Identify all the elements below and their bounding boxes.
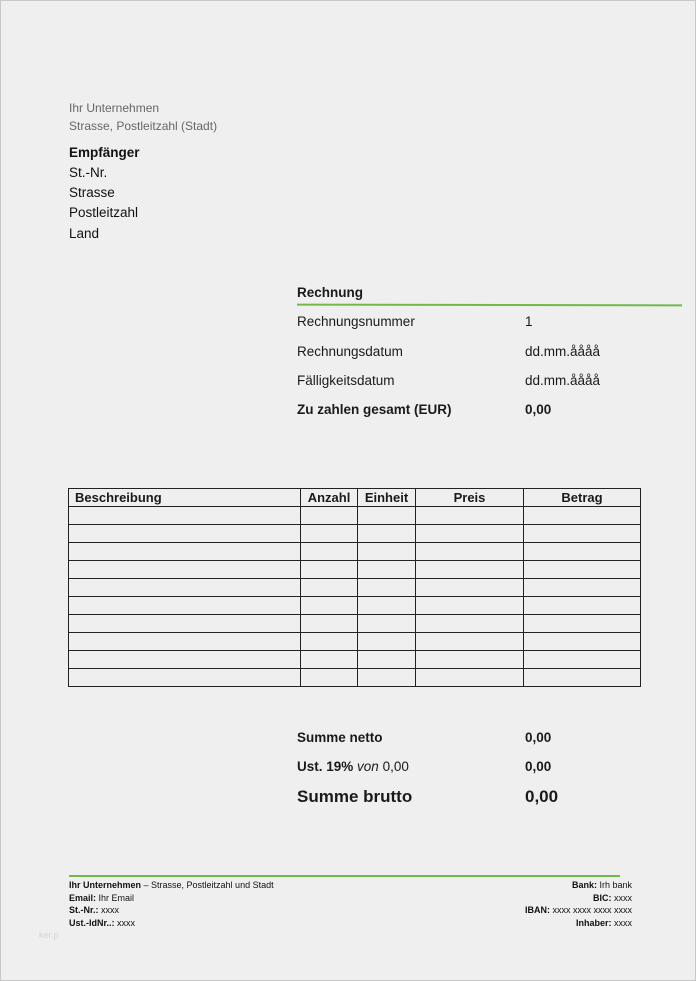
table-cell	[358, 525, 416, 543]
table-cell	[416, 561, 524, 579]
table-cell	[69, 579, 301, 597]
footer-iban-line: IBAN: xxxx xxxx xxxx xxxx	[524, 905, 632, 916]
footer-right	[525, 879, 632, 930]
table-cell	[416, 669, 524, 687]
table-row	[69, 633, 641, 651]
table-cell	[301, 507, 358, 525]
table-cell	[416, 651, 524, 669]
vat-of: von	[357, 759, 379, 774]
invoice-date-label: Rechnungsdatum	[297, 344, 403, 359]
sender-address: Strasse, Postleitzahl (Stadt)	[69, 119, 218, 133]
table-cell	[69, 651, 301, 669]
table-cell	[524, 669, 641, 687]
table-cell	[301, 597, 358, 615]
table-cell	[358, 615, 416, 633]
table-cell	[524, 597, 641, 615]
col-header-description: Beschreibung	[69, 489, 301, 507]
table-cell	[69, 525, 301, 543]
footer-vatid-line: Ust.-IdNr..: xxxx	[69, 918, 136, 929]
due-date-value: dd.mm.åååå	[525, 373, 601, 388]
invoice-number-value: 1	[525, 314, 533, 329]
recipient-line: Strasse	[69, 185, 115, 200]
table-row	[69, 525, 641, 543]
table-cell	[69, 633, 301, 651]
vat-value: 0,00	[525, 759, 552, 774]
amount-due-label: Zu zahlen gesamt (EUR)	[297, 402, 452, 417]
table-cell	[301, 615, 358, 633]
table-header-row	[69, 489, 641, 507]
table-row	[69, 651, 641, 669]
table-cell	[69, 615, 301, 633]
table-cell	[358, 561, 416, 579]
table-row	[69, 561, 641, 579]
sender-company: Ihr Unternehmen	[69, 101, 160, 115]
watermark: ker.p	[39, 930, 59, 940]
table-row	[69, 507, 641, 525]
table-cell	[358, 597, 416, 615]
table-cell	[69, 597, 301, 615]
table-cell	[301, 633, 358, 651]
gross-total-label: Summe brutto	[297, 787, 413, 806]
table-cell	[524, 543, 641, 561]
table-row	[69, 543, 641, 561]
table-cell	[301, 543, 358, 561]
table-cell	[524, 579, 641, 597]
footer-taxnr-line: St.-Nr.: xxxx	[69, 905, 120, 916]
footer-email-line: Email: Ihr Email	[69, 892, 135, 903]
vat-base: 0,00	[382, 759, 409, 774]
footer-owner-line: Inhaber: xxxx	[575, 918, 632, 929]
table-cell	[416, 543, 524, 561]
table-cell	[416, 633, 524, 651]
table-cell	[69, 507, 301, 525]
table-cell	[301, 525, 358, 543]
table-cell	[358, 579, 416, 597]
table-cell	[416, 579, 524, 597]
col-header-unit: Einheit	[358, 489, 416, 507]
invoice-divider	[297, 304, 682, 307]
recipient-line: St.-Nr.	[69, 165, 108, 180]
table-cell	[301, 561, 358, 579]
recipient-line: Land	[69, 226, 100, 241]
table-cell	[524, 615, 641, 633]
footer-divider	[69, 875, 620, 877]
recipient-line: Postleitzahl	[69, 205, 139, 220]
line-items-table	[68, 488, 641, 687]
table-row	[69, 579, 641, 597]
table-cell	[524, 633, 641, 651]
table-row	[69, 597, 641, 615]
table-cell	[358, 651, 416, 669]
amount-due-value: 0,00	[525, 402, 552, 417]
vat-label	[297, 759, 409, 774]
table-cell	[524, 507, 641, 525]
vat-rate: Ust. 19%	[297, 759, 354, 774]
table-cell	[301, 579, 358, 597]
table-cell	[416, 597, 524, 615]
table-cell	[358, 507, 416, 525]
col-header-amount: Betrag	[524, 489, 641, 507]
table-cell	[524, 525, 641, 543]
net-total-value: 0,00	[525, 730, 552, 745]
gross-total-value: 0,00	[525, 787, 559, 806]
due-date-label: Fälligkeitsdatum	[297, 373, 395, 388]
footer-bank-line: Bank: Irh bank	[571, 880, 632, 890]
invoice-title: Rechnung	[297, 285, 363, 300]
invoice-number-label: Rechnungsnummer	[297, 314, 415, 329]
col-header-quantity: Anzahl	[301, 489, 358, 507]
table-cell	[358, 543, 416, 561]
table-row	[69, 615, 641, 633]
table-cell	[301, 669, 358, 687]
table-cell	[416, 525, 524, 543]
table-cell	[301, 651, 358, 669]
invoice-date-value: dd.mm.åååå	[525, 344, 601, 359]
recipient-title: Empfänger	[69, 145, 140, 160]
footer-company-line: Ihr Unternehmen – Strasse, Postleitzahl und Stadt	[69, 880, 274, 890]
table-cell	[416, 507, 524, 525]
table-cell	[358, 633, 416, 651]
table-cell	[69, 669, 301, 687]
table-cell	[416, 615, 524, 633]
net-total-label: Summe netto	[297, 730, 383, 745]
footer-left	[69, 879, 274, 930]
footer-bic-line: BIC: xxxx	[592, 892, 632, 903]
col-header-price: Preis	[416, 489, 524, 507]
table-cell	[358, 669, 416, 687]
table-row	[69, 669, 641, 687]
table-cell	[524, 561, 641, 579]
table-cell	[524, 651, 641, 669]
table-cell	[69, 561, 301, 579]
table-cell	[69, 543, 301, 561]
